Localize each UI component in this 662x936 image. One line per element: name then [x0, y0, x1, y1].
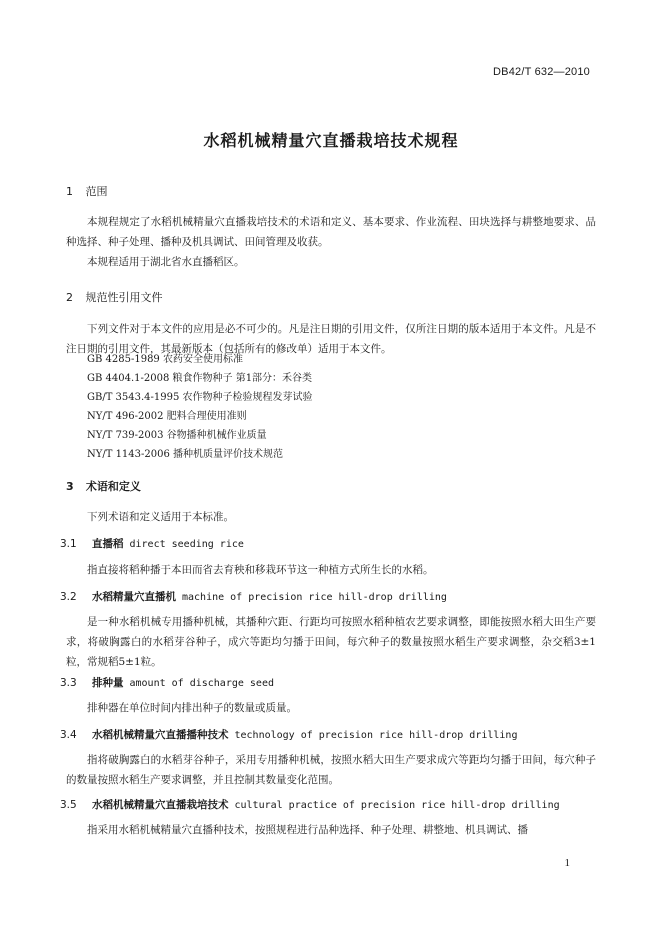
term-3-3-heading [60, 675, 274, 690]
term-chinese: 水稻机械精量穴直播播种技术 [92, 729, 229, 741]
section-number: 3 [66, 480, 74, 493]
section-title: 术语和定义 [85, 480, 141, 493]
document-title: 水稻机械精量穴直播栽培技术规程 [203, 131, 459, 150]
standard-code: DB42/T 632—2010 [493, 66, 590, 78]
term-chinese: 直播稻 [92, 538, 124, 550]
reference-item: GB/T 3543.4-1995 农作物种子检验规程发芽试验 [87, 392, 313, 403]
term-english: machine of precision rice hill-drop drilling [182, 592, 447, 603]
term-3-2-definition: 是一种水稻机械专用播种机械，其播种穴距、行距均可按照水稻种植农艺要求调整，即能按照水稻大田生产要求，将破胸露白的水稻芽谷种子，成穴等距均匀播于田间，每穴种子的数量按照水稻生产要求调整，杂交稻3±1粒，常规稻5±1粒。 [66, 616, 596, 668]
reference-item: NY/T 496-2002 肥料合理使用准则 [87, 411, 247, 422]
term-3-5-heading [60, 797, 560, 812]
section-3-intro: 下列术语和定义适用于本标准。 [87, 511, 234, 523]
term-english: amount of discharge seed [129, 678, 274, 689]
section-1-heading [66, 183, 108, 199]
reference-item: NY/T 1143-2006 播种机质量评价技术规范 [87, 449, 284, 460]
term-chinese: 水稻机械精量穴直播栽培技术 [92, 799, 229, 811]
term-number: 3.1 [60, 538, 77, 550]
section-2-intro: 下列文件对于本文件的应用是必不可少的。凡是注日期的引用文件，仅所注日期的版本适用于本文件。凡是不注日期的引用文件，其最新版本（包括所有的修改单）适用于本文件。 [66, 323, 596, 355]
page-number: 1 [564, 857, 570, 869]
term-3-4-definition: 指将破胸露白的水稻芽谷种子，采用专用播种机械，按照水稻大田生产要求成穴等距均匀播于田间，每穴种子的数量按照水稻生产要求调整，并且控制其数量变化范围。 [66, 754, 596, 786]
term-3-4-heading [60, 727, 517, 742]
section-number: 2 [66, 291, 73, 304]
term-number: 3.5 [60, 799, 77, 811]
reference-item: NY/T 739-2003 谷物播种机械作业质量 [87, 430, 267, 441]
term-3-3-definition: 排种器在单位时间内排出种子的数量或质量。 [87, 702, 297, 714]
section-3-heading [66, 478, 141, 494]
term-3-5-definition: 指采用水稻机械精量穴直播种技术，按照规程进行品种选择、种子处理、耕整地、机具调试、播 [87, 824, 528, 836]
section-2-heading [66, 289, 163, 305]
term-3-2-heading [60, 589, 447, 604]
term-number: 3.2 [60, 591, 77, 603]
term-number: 3.4 [60, 729, 77, 741]
reference-item: GB 4404.1-2008 粮食作物种子 第1部分：禾谷类 [87, 373, 313, 384]
section-1-paragraph-2: 本规程适用于湖北省水直播稻区。 [87, 256, 245, 268]
term-english: cultural practice of precision rice hill-drop drilling [234, 800, 560, 811]
reference-item: GB 4285-1989 农药安全使用标准 [87, 354, 243, 365]
term-3-1-definition: 指直接将稻种播于本田而省去育秧和移栽环节这一种植方式所生长的水稻。 [87, 564, 434, 576]
section-title: 规范性引用文件 [85, 291, 163, 304]
term-3-1-heading [60, 536, 244, 551]
section-1-paragraph-1: 本规程规定了水稻机械精量穴直播栽培技术的术语和定义、基本要求、作业流程、田块选择与耕整地要求、品种选择、种子处理、播种及机具调试、田间管理及收获。 [66, 216, 596, 248]
term-english: technology of precision rice hill-drop drilling [234, 730, 518, 741]
term-chinese: 水稻精量穴直播机 [92, 591, 176, 603]
term-number: 3.3 [60, 677, 77, 689]
section-number: 1 [66, 185, 73, 198]
term-english: direct seeding rice [129, 539, 244, 550]
term-chinese: 排种量 [92, 677, 124, 689]
section-title: 范围 [85, 185, 108, 198]
